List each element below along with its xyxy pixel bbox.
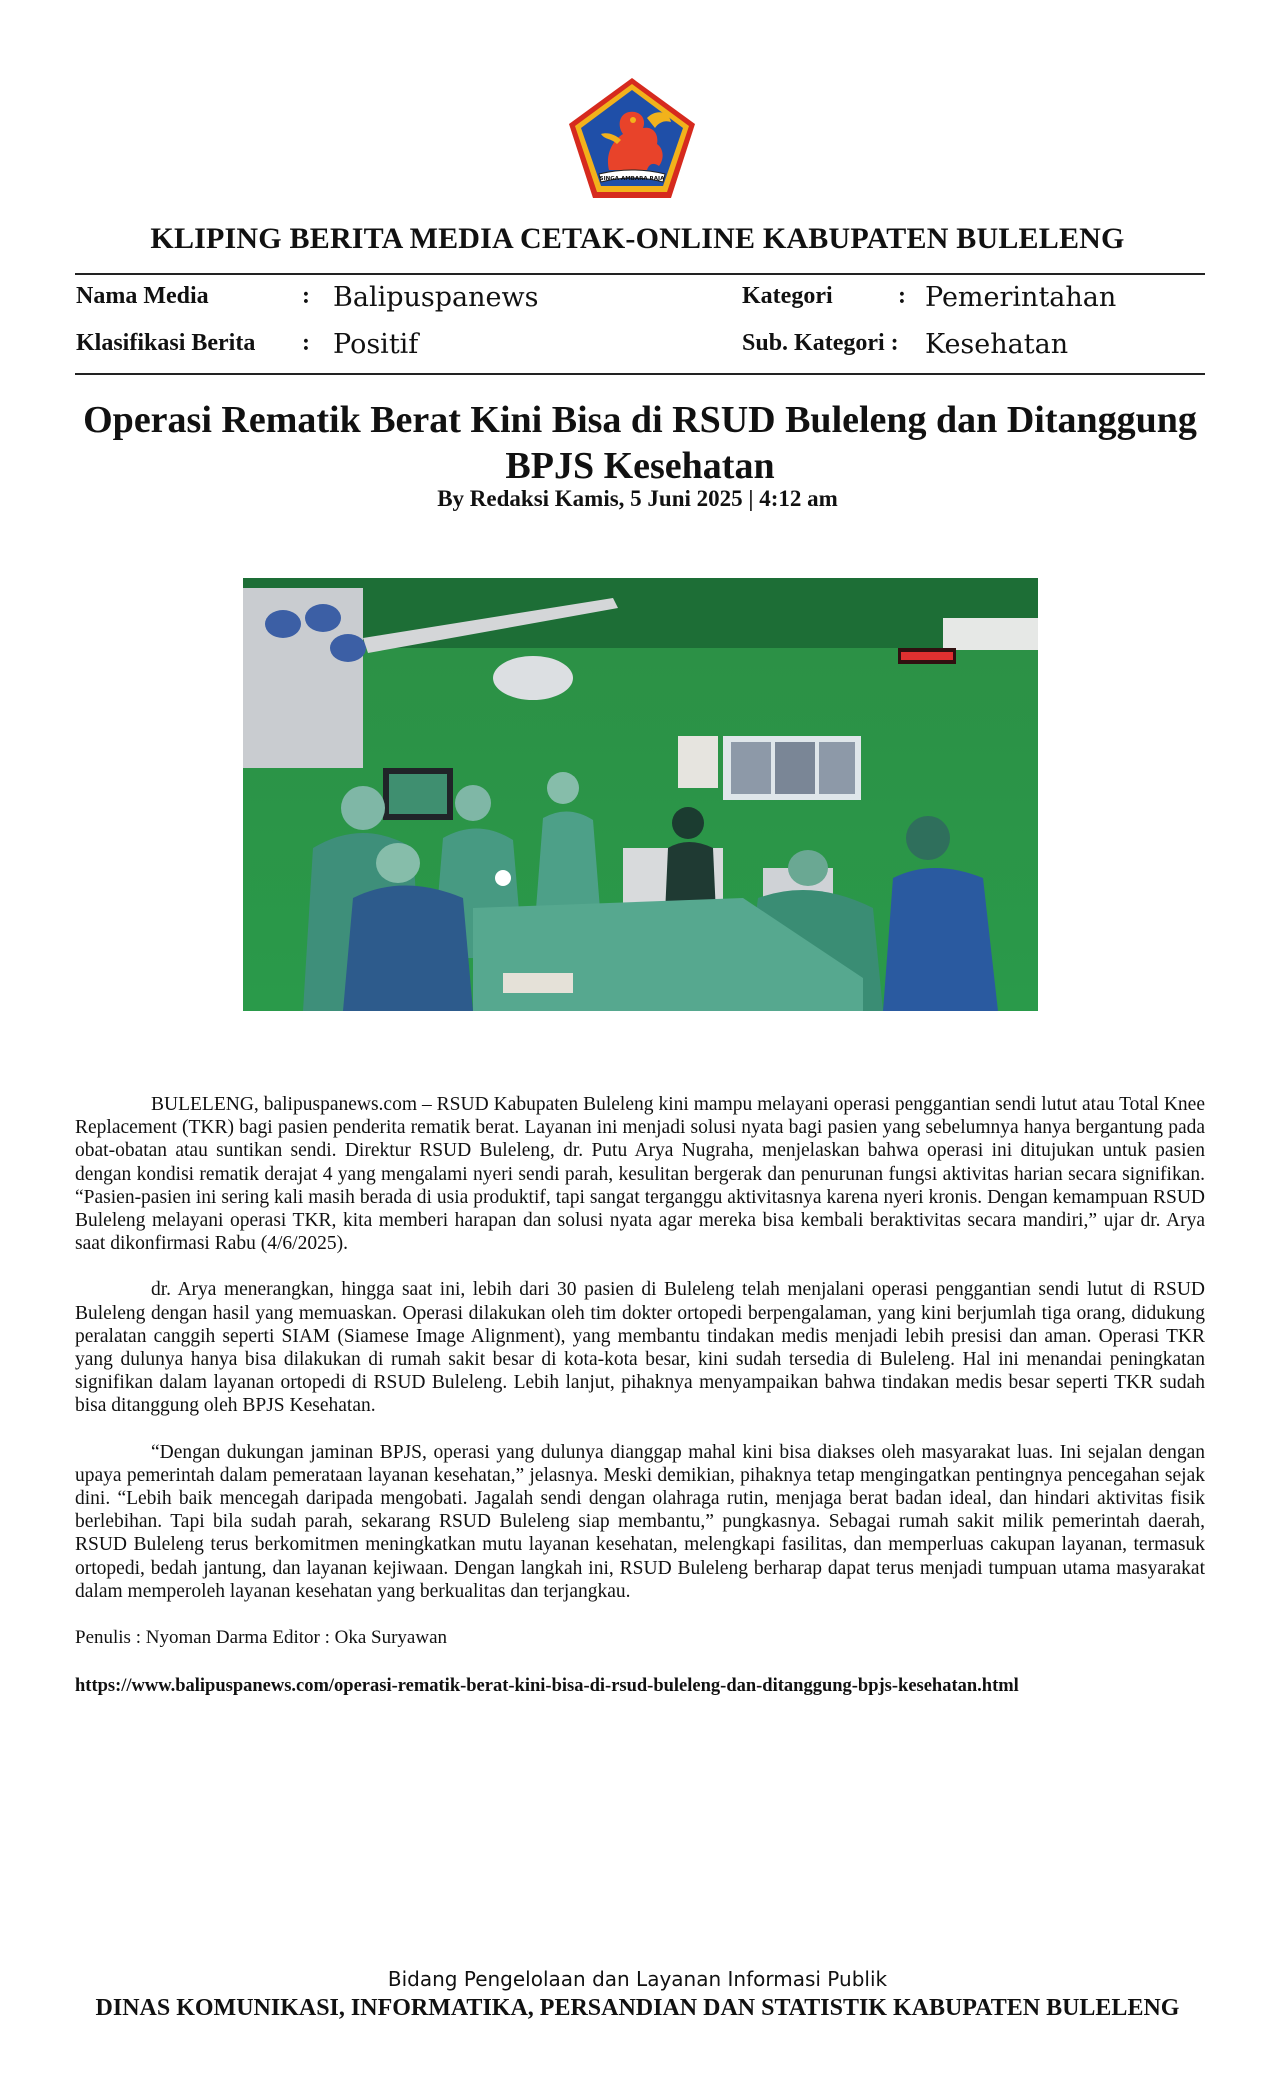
article-body <box>75 1093 1205 1698</box>
article-credit: Penulis : Nyoman Darma Editor : Oka Suryawan <box>75 1627 448 1649</box>
emblem-motto: SINGA AMBARA RAJA <box>599 176 665 182</box>
article-headline: Operasi Rematik Berat Kini Bisa di RSUD Buleleng dan Ditanggung BPJS Kesehatan <box>83 399 1197 487</box>
buleleng-regency-emblem-icon <box>565 74 699 202</box>
klasifikasi-value: Positif <box>333 329 419 360</box>
surgery-photo-icon <box>243 578 1038 1011</box>
source-url[interactable]: https://www.balipuspanews.com/operasi-rematik-berat-kini-bisa-di-rsud-buleleng-dan-ditanggung-bpjs-kesehatan.html <box>75 1676 1019 1697</box>
kategori-label: Kategori <box>742 283 833 309</box>
klasifikasi-label: Klasifikasi Berita <box>76 330 256 356</box>
meta-divider <box>75 373 1205 375</box>
subkategori-value: Kesehatan <box>925 329 1069 360</box>
media-label: Nama Media <box>76 283 209 309</box>
article-paragraph: dr. Arya menerangkan, hingga saat ini, lebih dari 30 pasien di Buleleng telah menjalani operasi penggantian sendi lutut di RSUD Buleleng dengan hasil yang memuaskan. Operasi dilakukan oleh tim dokter ortopedi berpengalaman, yang kini berjumlah tiga orang, didukung peralatan canggih seperti SIAM (Siamese Image Alignment), yang membantu tindakan medis menjadi lebih presisi dan aman. Operasi TKR yang dulunya hanya bisa dilakukan di rumah sakit besar di kota-kota besar, kini sudah tersedia di Buleleng. Hal ini menandai peningkatan signifikan dalam layanan ortopedi di RSUD Buleleng. Lebih lanjut, pihaknya menyampaikan bahwa tindakan medis besar seperti TKR sudah bisa ditanggung oleh BPJS Kesehatan. <box>75 1279 1205 1417</box>
footer-unit: Bidang Pengelolaan dan Layanan Informasi Publik <box>387 1967 888 1991</box>
klasifikasi-colon: : <box>302 330 310 356</box>
article-paragraph: “Dengan dukungan jaminan BPJS, operasi yang dulunya dianggap mahal kini bisa diakses oleh masyarakat luas. Ini sejalan dengan upaya pemerintah dalam pemerataan layanan kesehatan,” jelasnya. Meski demikian, pihaknya tetap mengingatkan pentingnya pencegahan sejak dini. “Lebih baik mencegah daripada mengobati. Jagalah sendi dengan olahraga rutin, menjaga berat badan ideal, dan hindari aktivitas fisik berlebihan. Tapi bila sudah parah, sekarang RSUD Buleleng siap membantu,” pungkasnya. Sebagai rumah sakit milik pemerintah daerah, RSUD Buleleng terus berkomitmen meningkatkan mutu layanan kesehatan, melengkapi fasilitas, dan memperluas cakupan layanan, termasuk ortopedi, bedah jantung, dan layanan kejiwaan. Dengan langkah ini, RSUD Buleleng berharap dapat terus menjadi tumpuan utama masyarakat dalam memperoleh layanan kesehatan yang berkualitas dan terjangkau. <box>75 1441 1205 1602</box>
kategori-value: Pemerintahan <box>925 282 1117 313</box>
media-colon: : <box>302 283 310 309</box>
article-byline: By Redaksi Kamis, 5 Juni 2025 | 4:12 am <box>437 486 838 511</box>
subkategori-label: Sub. Kategori : <box>742 330 899 356</box>
kategori-colon: : <box>898 283 906 309</box>
media-value: Balipuspanews <box>333 282 539 313</box>
document-title: KLIPING BERITA MEDIA CETAK-ONLINE KABUPATEN BULELENG <box>150 222 1125 255</box>
top-divider <box>75 273 1205 275</box>
article-paragraph: BULELENG, balipuspanews.com – RSUD Kabupaten Buleleng kini mampu melayani operasi penggantian sendi lutut atau Total Knee Replacement (TKR) bagi pasien penderita rematik berat. Layanan ini menjadi solusi nyata bagi pasien yang sebelumnya hanya bergantung pada obat-obatan atau suntikan sendi. Direktur RSUD Buleleng, dr. Putu Arya Nugraha, menjelaskan bahwa operasi ini ditujukan untuk pasien dengan kondisi rematik derajat 4 yang mengalami nyeri sendi parah, kesulitan bergerak dan penurunan fungsi aktivitas harian secara signifikan. “Pasien-pasien ini sering kali masih berada di usia produktif, tapi sangat terganggu aktivitasnya karena nyeri kronis. Dengan kemampuan RSUD Buleleng melayani operasi TKR, kita memberi harapan dan solusi nyata agar mereka bisa kembali beraktivitas secara mandiri,” ujar dr. Arya saat dikonfirmasi Rabu (4/6/2025). <box>75 1094 1205 1255</box>
footer-department: DINAS KOMUNIKASI, INFORMATIKA, PERSANDIAN DAN STATISTIK KABUPATEN BULELENG <box>95 1995 1180 2021</box>
